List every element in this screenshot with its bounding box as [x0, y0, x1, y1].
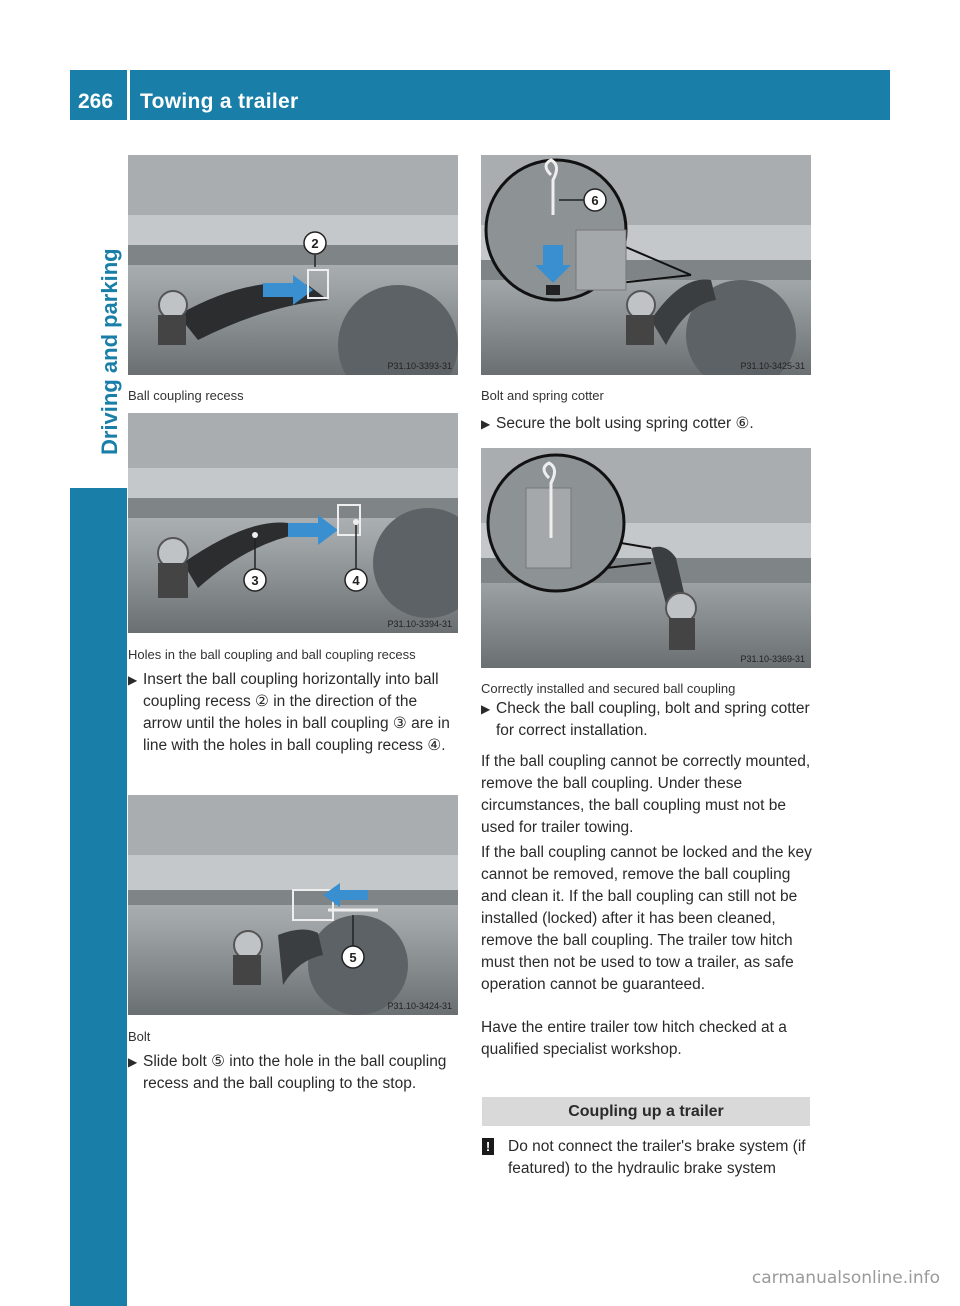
warning-icon: ! [482, 1138, 494, 1155]
figure-caption: Bolt [128, 1029, 151, 1044]
side-tab [70, 488, 127, 1306]
step-arrow-icon: ▶ [128, 673, 138, 687]
figure-ref: P31.10-3425-31 [740, 361, 805, 371]
figure-ref: P31.10-3424-31 [387, 1001, 452, 1011]
step-text: Secure the bolt using spring cotter ⑥. [496, 415, 754, 432]
step-secure [481, 413, 813, 435]
step-text: Check the ball coupling, bolt and spring cotter for correct installation. [496, 700, 810, 739]
figure-caption: Correctly installed and secured ball coupling [481, 681, 736, 696]
figure-installed-coupling [481, 448, 811, 668]
step-insert [128, 669, 460, 757]
step-arrow-icon: ▶ [128, 1055, 138, 1069]
figure-ref: P31.10-3393-31 [387, 361, 452, 371]
figure-ball-coupling-recess [128, 155, 458, 375]
figure-holes [128, 413, 458, 633]
figure-caption: Ball coupling recess [128, 388, 244, 403]
section-heading: Coupling up a trailer [482, 1097, 810, 1126]
paragraph: If the ball coupling cannot be correctly mounted, remove the ball coupling. Under these circumstances, the ball coupling must not be used for trailer towing. [481, 753, 811, 836]
callout-2: 2 [311, 236, 319, 251]
page-title: Towing a trailer [140, 90, 299, 113]
warning-text: Do not connect the trailer's brake system (if featured) to the hydraulic brake system [508, 1138, 806, 1177]
callout-6: 6 [591, 193, 599, 208]
figure-illustration [481, 155, 811, 375]
figure-bolt-spring-cotter [481, 155, 811, 375]
step-check [481, 698, 813, 742]
callout-4: 4 [352, 573, 360, 588]
figure-illustration [481, 448, 811, 668]
step-text: Insert the ball coupling horizontally into ball coupling recess ② in the direction of the arrow until the holes in ball coupling ③ are in line with the holes in ball coupling recess ④. [143, 671, 450, 754]
step-slide [128, 1051, 460, 1095]
callout-5: 5 [349, 950, 357, 965]
paragraph: If the ball coupling cannot be locked and the key cannot be removed, remove the ball coupling and clean it. If the ball coupling can still not be installed (locked) after it has been cleaned, remove the ball coupling. The trailer tow hitch must then not be used to tow a trailer, as safe operation cannot be guaranteed. [481, 844, 812, 993]
warning-note [482, 1136, 814, 1180]
step-arrow-icon: ▶ [481, 417, 491, 431]
figure-illustration [128, 795, 458, 1015]
watermark: carmanualsonline.info [751, 1268, 940, 1288]
step-text: Slide bolt ⑤ into the hole in the ball coupling recess and the ball coupling to the stop. [143, 1053, 447, 1092]
figure-ref: P31.10-3394-31 [387, 619, 452, 629]
figure-bolt [128, 795, 458, 1015]
figure-illustration [128, 413, 458, 633]
figure-caption: Bolt and spring cotter [481, 388, 604, 403]
figure-caption: Holes in the ball coupling and ball coupling recess [128, 647, 416, 662]
page-number: 266 [78, 90, 114, 113]
figure-illustration [128, 155, 458, 375]
header-divider [127, 70, 130, 120]
step-arrow-icon: ▶ [481, 702, 491, 716]
callout-3: 3 [251, 573, 259, 588]
side-tab-label: Driving and parking [97, 248, 122, 455]
figure-ref: P31.10-3369-31 [740, 654, 805, 664]
paragraph: Have the entire trailer tow hitch checked at a qualified specialist workshop. [481, 1019, 787, 1058]
